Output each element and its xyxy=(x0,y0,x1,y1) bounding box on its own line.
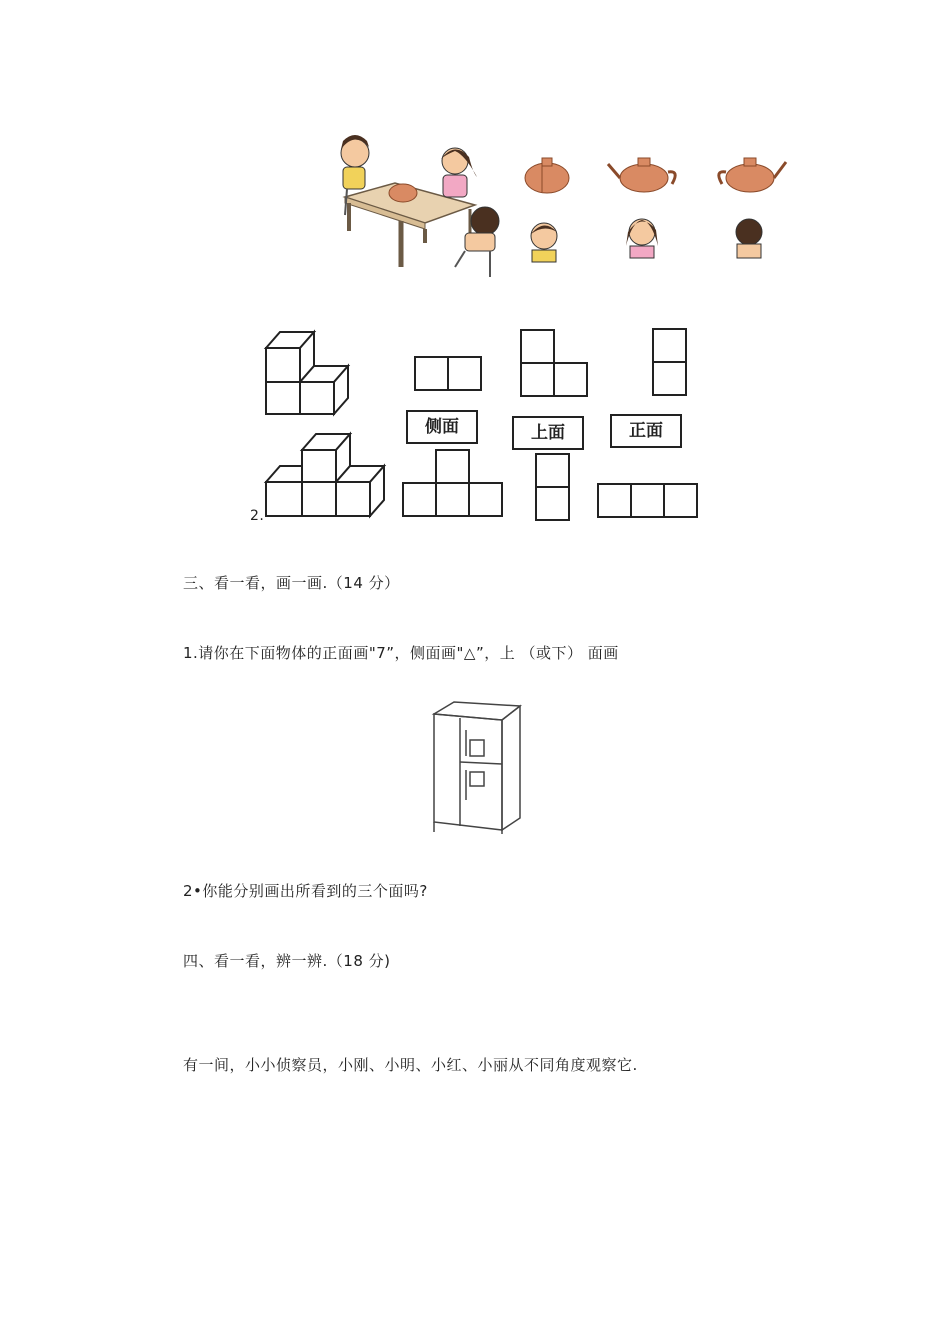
boy-portrait xyxy=(524,218,564,262)
view-two-squares-vertical xyxy=(651,327,691,397)
cube-figure-l-shape xyxy=(266,330,356,416)
top-view-label: 上面 xyxy=(512,416,584,450)
section3-question1: 1.请你在下面物体的正面画"7”，侧面画"△”，上 （或下） 面画 xyxy=(183,644,619,662)
side-view-label: 侧面 xyxy=(406,410,478,444)
refrigerator-drawing xyxy=(430,700,526,836)
section4-heading: 四、看一看，辨一辨.（18 分) xyxy=(183,952,391,970)
section4-text: 有一间，小小侦察员，小刚、小明、小红、小丽从不同角度观察它. xyxy=(183,1056,638,1074)
view-two-squares-horizontal xyxy=(414,356,484,394)
section3-heading: 三、看一看，画一画.（14 分） xyxy=(183,574,400,592)
section3-question2: 2•你能分别画出所看到的三个面吗? xyxy=(183,882,428,900)
front-view-label: 正面 xyxy=(610,414,682,448)
girl-portrait xyxy=(622,212,662,260)
kids-table-illustration xyxy=(325,125,525,285)
teapot-view-3 xyxy=(712,148,787,196)
girl-back-portrait xyxy=(730,214,768,260)
view-two-squares-vertical-2 xyxy=(534,452,574,524)
view-three-squares-horizontal xyxy=(597,483,701,521)
view-l-shape-squares xyxy=(519,328,591,400)
cube-figure-pyramid xyxy=(266,432,390,518)
teapot-view-1 xyxy=(520,150,575,195)
question-number: 2. xyxy=(250,508,265,524)
teapot-view-2 xyxy=(606,148,681,196)
view-t-shape-squares xyxy=(402,448,506,518)
